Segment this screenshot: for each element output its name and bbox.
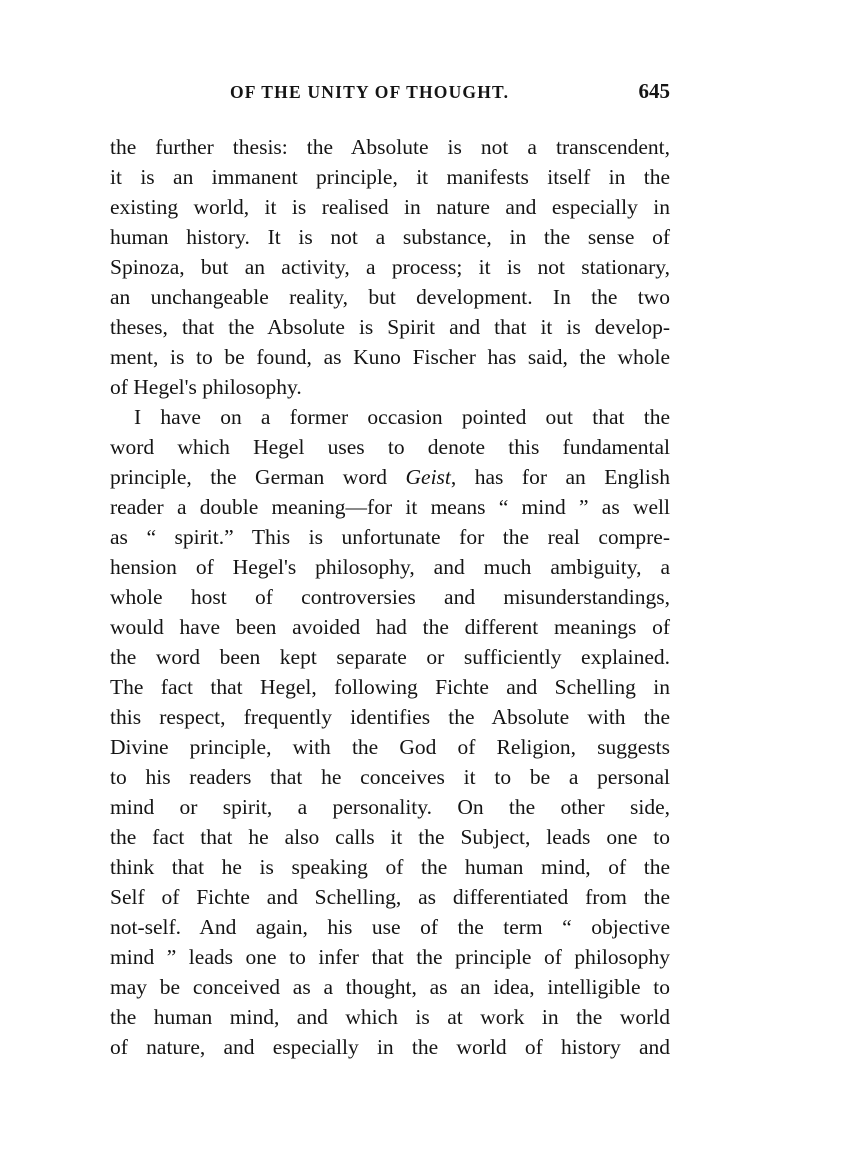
text-line: theses, that the Absolute is Spirit and that it is develop- xyxy=(110,315,670,339)
running-header xyxy=(110,79,670,108)
text-line: ment, is to be found, as Kuno Fischer has said, the whole xyxy=(110,345,670,369)
text-line: may be conceived as a thought, as an idea, intelligible to xyxy=(110,975,670,999)
text-line: this respect, frequently identifies the Absolute with the xyxy=(110,705,670,729)
text-line: of nature, and especially in the world of history and xyxy=(110,1035,670,1059)
text-line: Divine principle, with the God of Religion, suggests xyxy=(110,735,670,759)
text-line: I have on a former occasion pointed out that the xyxy=(134,405,670,429)
paragraph-1 xyxy=(110,132,670,402)
text-line: the fact that he also calls it the Subject, leads one to xyxy=(110,825,670,849)
text-line: Self of Fichte and Schelling, as differentiated from the xyxy=(110,885,670,909)
text-line: not-self. And again, his use of the term “ objective xyxy=(110,915,670,939)
text-line: of Hegel's philosophy. xyxy=(110,375,302,399)
text-line: the human mind, and which is at work in the world xyxy=(110,1005,670,1029)
body-text xyxy=(110,132,670,1062)
text-line: the word been kept separate or sufficiently explained. xyxy=(110,645,670,669)
running-title: OF THE UNITY OF THOUGHT. xyxy=(230,82,510,102)
text-line: reader a double meaning—for it means “ mind ” as well xyxy=(110,495,670,519)
text-line: would have been avoided had the different meanings of xyxy=(110,615,670,639)
text-line: existing world, it is realised in nature and especially in xyxy=(110,195,670,219)
text-line: Spinoza, but an activity, a process; it is not stationary, xyxy=(110,255,670,279)
text-line: as “ spirit.” This is unfortunate for the real compre- xyxy=(110,525,670,549)
text-line: word which Hegel uses to denote this fundamental xyxy=(110,435,670,459)
text-line: think that he is speaking of the human mind, of the xyxy=(110,855,670,879)
page-number: 645 xyxy=(638,79,670,103)
paragraph-2 xyxy=(110,402,670,1062)
text-line: it is an immanent principle, it manifests itself in the xyxy=(110,165,670,189)
text-line: mind ” leads one to infer that the principle of philosophy xyxy=(110,945,670,969)
italic-term: Geist xyxy=(405,465,451,489)
text-line: the further thesis: the Absolute is not a transcendent, xyxy=(110,135,670,159)
text-line: an unchangeable reality, but development. In the two xyxy=(110,285,670,309)
text-line: mind or spirit, a personality. On the other side, xyxy=(110,795,670,819)
text-line: whole host of controversies and misunderstandings, xyxy=(110,585,670,609)
text-line: human history. It is not a substance, in the sense of xyxy=(110,225,670,249)
text-line: hension of Hegel's philosophy, and much ambiguity, a xyxy=(110,555,670,579)
text-line: to his readers that he conceives it to be a personal xyxy=(110,765,670,789)
text-line: principle, the German word Geist, has for an English xyxy=(110,465,670,489)
text-line: The fact that Hegel, following Fichte and Schelling in xyxy=(110,675,670,699)
